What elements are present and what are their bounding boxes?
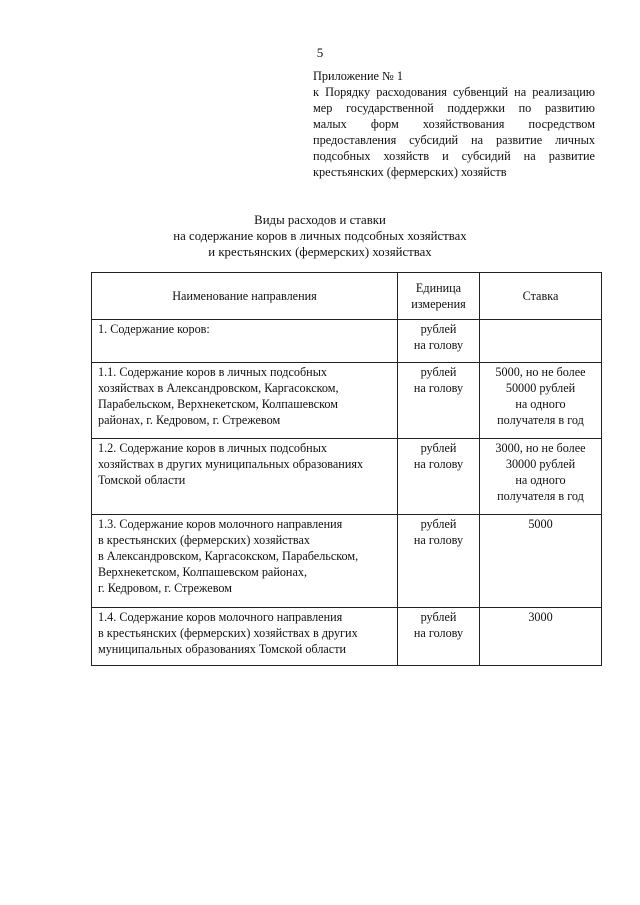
header-unit: Единица измерения (398, 273, 480, 320)
row-name: 1.4. Содержание коров молочного направления в крестьянских (фермерских) хозяйствах в других муниципальных образованиях Томской области (92, 608, 398, 666)
appendix-title: Приложение № 1 (313, 69, 404, 83)
header-name: Наименование направления (92, 273, 398, 320)
row-name: 1.3. Содержание коров молочного направления в крестьянских (фермерских) хозяйствах в Александровском, Каргасокском, Парабельском, Верхнекетском, Колпашевском районах, г. Кедровом, г. Стрежевом (92, 515, 398, 608)
appendix-line: малых форм хозяйствования посредством (313, 117, 595, 131)
appendix-block (313, 68, 595, 180)
appendix-line: крестьянских (фермерских) хозяйств (313, 165, 507, 179)
row-unit: рублей на голову (398, 515, 480, 608)
row-unit: рублей на голову (398, 363, 480, 439)
document-title (0, 212, 640, 260)
row-rate: 5000, но не более 50000 рублей на одного получателя в год (480, 363, 602, 439)
document-title-line: на содержание коров в личных подсобных хозяйствах (173, 229, 467, 243)
row-unit: рублей на голову (398, 608, 480, 666)
table-row (92, 320, 602, 363)
appendix-line: к Порядку расходования субвенций на реализацию (313, 85, 595, 99)
rates-table (91, 272, 602, 666)
row-rate: 5000 (480, 515, 602, 608)
row-rate (480, 320, 602, 363)
table-row (92, 363, 602, 439)
page-number: 5 (316, 45, 324, 60)
appendix-line: предоставления субсидий на развитие личных (313, 133, 595, 147)
appendix-line: подсобных хозяйств и субсидий на развитие (313, 149, 595, 163)
table-row (92, 515, 602, 608)
document-title-line: и крестьянских (фермерских) хозяйствах (208, 245, 432, 259)
table-row (92, 608, 602, 666)
table-row (92, 439, 602, 515)
row-name: 1.1. Содержание коров в личных подсобных хозяйствах в Александровском, Каргасокском, Парабельском, Верхнекетском, Колпашевском районах, г. Кедровом, г. Стрежевом (92, 363, 398, 439)
appendix-line: мер государственной поддержки по развитию (313, 101, 595, 115)
row-name: 1. Содержание коров: (92, 320, 398, 363)
row-name: 1.2. Содержание коров в личных подсобных хозяйствах в других муниципальных образованиях Томской области (92, 439, 398, 515)
row-rate: 3000 (480, 608, 602, 666)
table-header-row (92, 273, 602, 320)
row-unit: рублей на голову (398, 320, 480, 363)
header-rate: Ставка (480, 273, 602, 320)
row-rate: 3000, но не более 30000 рублей на одного получателя в год (480, 439, 602, 515)
document-title-line: Виды расходов и ставки (254, 213, 386, 227)
row-unit: рублей на голову (398, 439, 480, 515)
